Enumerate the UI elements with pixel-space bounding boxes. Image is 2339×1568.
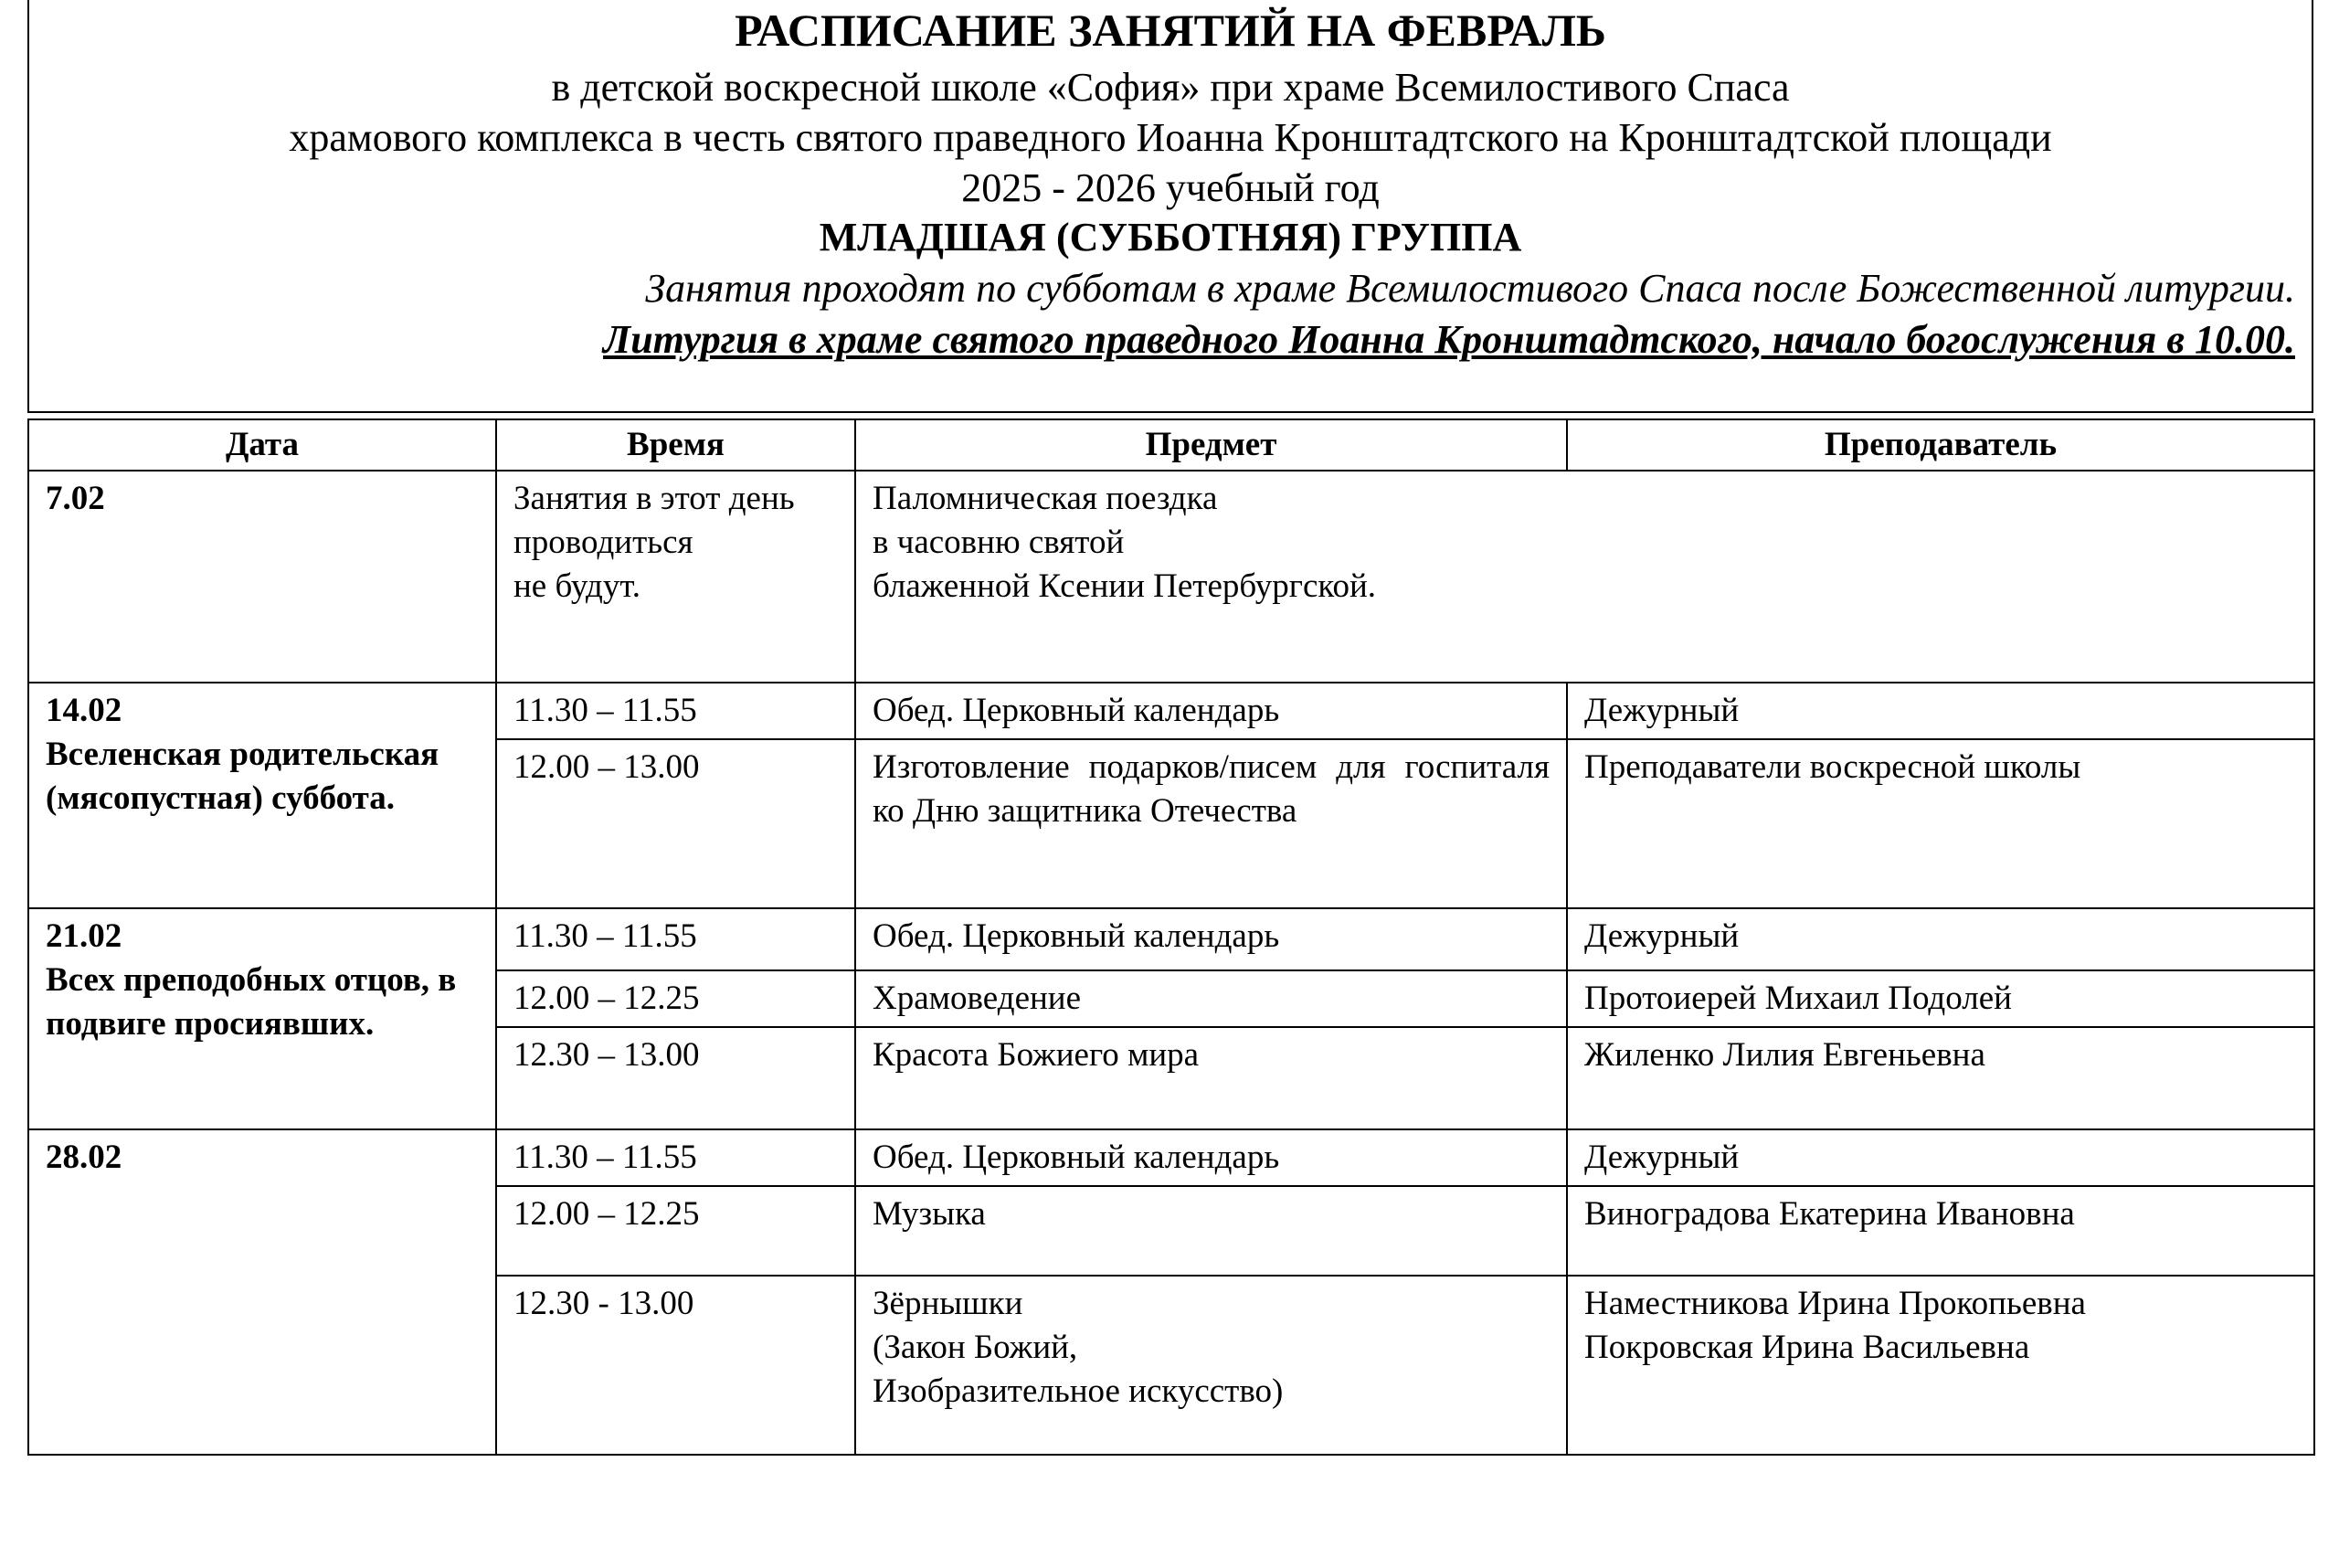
time-cell: 11.30 – 11.55 [496,908,855,970]
classes-note: Занятия проходят по субботам в храме Всемилостивого Спаса после Божественной литургии. [645,266,2295,311]
subject-cell: Храмоведение [855,970,1567,1027]
page-title: РАСПИСАНИЕ ЗАНЯТИЙ НА ФЕВРАЛЬ [735,5,1606,56]
subject-line: (Закон Божий, [873,1329,1078,1366]
teacher-cell: Жиленко Лилия Евгеньевна [1567,1027,2314,1129]
teacher-cell: Дежурный [1567,683,2314,739]
liturgy-note: Литургия в храме святого праведного Иоанна Кронштадтского, начало богослужения в 10.00. [603,317,2295,362]
schedule-table [27,418,2315,1456]
date-cell [28,908,496,1129]
subject-cell: Обед. Церковный календарь [855,683,1567,739]
time-cell [496,471,855,683]
subject-cell: Обед. Церковный календарь [855,908,1567,970]
complex-line: храмового комплекса в честь святого праведного Иоанна Кронштадтского на Кронштадтской площади [289,115,2052,160]
no-class-note-line: Занятия в этот день [513,480,795,517]
time-cell: 12.30 – 13.00 [496,1027,855,1129]
teacher-line: Наместникова Ирина Прокопьевна [1584,1285,2086,1322]
date: 14.02 [46,692,122,729]
date-cell [28,471,496,683]
subject-cell: Изготовление подарков/писем для госпиталя ко Дню защитника Отечества [855,739,1567,908]
school-line: в детской воскресной школе «София» при храме Всемилостивого Спаса [551,65,1790,110]
table-row [28,908,2314,970]
time-cell: 12.00 – 13.00 [496,739,855,908]
table-row [28,1129,2314,1186]
teacher-cell: Виноградова Екатерина Ивановна [1567,1186,2314,1276]
column-header-date: Дата [28,419,496,471]
time-cell: 11.30 – 11.55 [496,683,855,739]
teacher-line: Покровская Ирина Васильевна [1584,1329,2030,1366]
pilgrimage-note-line: в часовню святой [873,524,1125,561]
date-note: Всех преподобных отцов, в подвиге просиявших. [46,961,457,1043]
no-class-note-line: не будут. [513,567,641,605]
time-cell: 12.30 - 13.00 [496,1276,855,1455]
column-header-time: Время [496,419,855,471]
subject-cell: Обед. Церковный календарь [855,1129,1567,1186]
subject-cell [855,471,2314,683]
no-class-note-line: проводиться [513,524,693,561]
table-row [28,471,2314,683]
table-row [28,683,2314,739]
teacher-cell: Дежурный [1567,908,2314,970]
date-note: Вселенская родительская (мясопустная) суббота. [46,736,439,817]
date-cell [28,683,496,908]
schedule-header [27,0,2313,413]
date: 7.02 [46,480,105,517]
column-header-subject: Предмет [855,419,1567,471]
group-title: МЛАДШАЯ (СУББОТНЯЯ) ГРУППА [819,215,1522,260]
subject-cell [855,1276,1567,1455]
teacher-cell: Протоиерей Михаил Подолей [1567,970,2314,1027]
subject-line: Изобразительное искусство) [873,1372,1284,1410]
teacher-cell: Дежурный [1567,1129,2314,1186]
time-cell: 11.30 – 11.55 [496,1129,855,1186]
pilgrimage-note-line: блаженной Ксении Петербургской. [873,567,1377,605]
table-header-row [28,419,2314,471]
time-cell: 12.00 – 12.25 [496,1186,855,1276]
subject-line: Зёрнышки [873,1285,1023,1322]
pilgrimage-note-line: Паломническая поездка [873,480,1218,517]
academic-year: 2025 - 2026 учебный год [961,165,1380,210]
teacher-cell: Преподаватели воскресной школы [1567,739,2314,908]
date: 28.02 [46,1139,122,1176]
teacher-cell [1567,1276,2314,1455]
subject-cell: Красота Божиего мира [855,1027,1567,1129]
column-header-teacher: Преподаватель [1567,419,2314,471]
subject-cell: Музыка [855,1186,1567,1276]
time-cell: 12.00 – 12.25 [496,970,855,1027]
date: 21.02 [46,917,122,955]
date-cell [28,1129,496,1455]
